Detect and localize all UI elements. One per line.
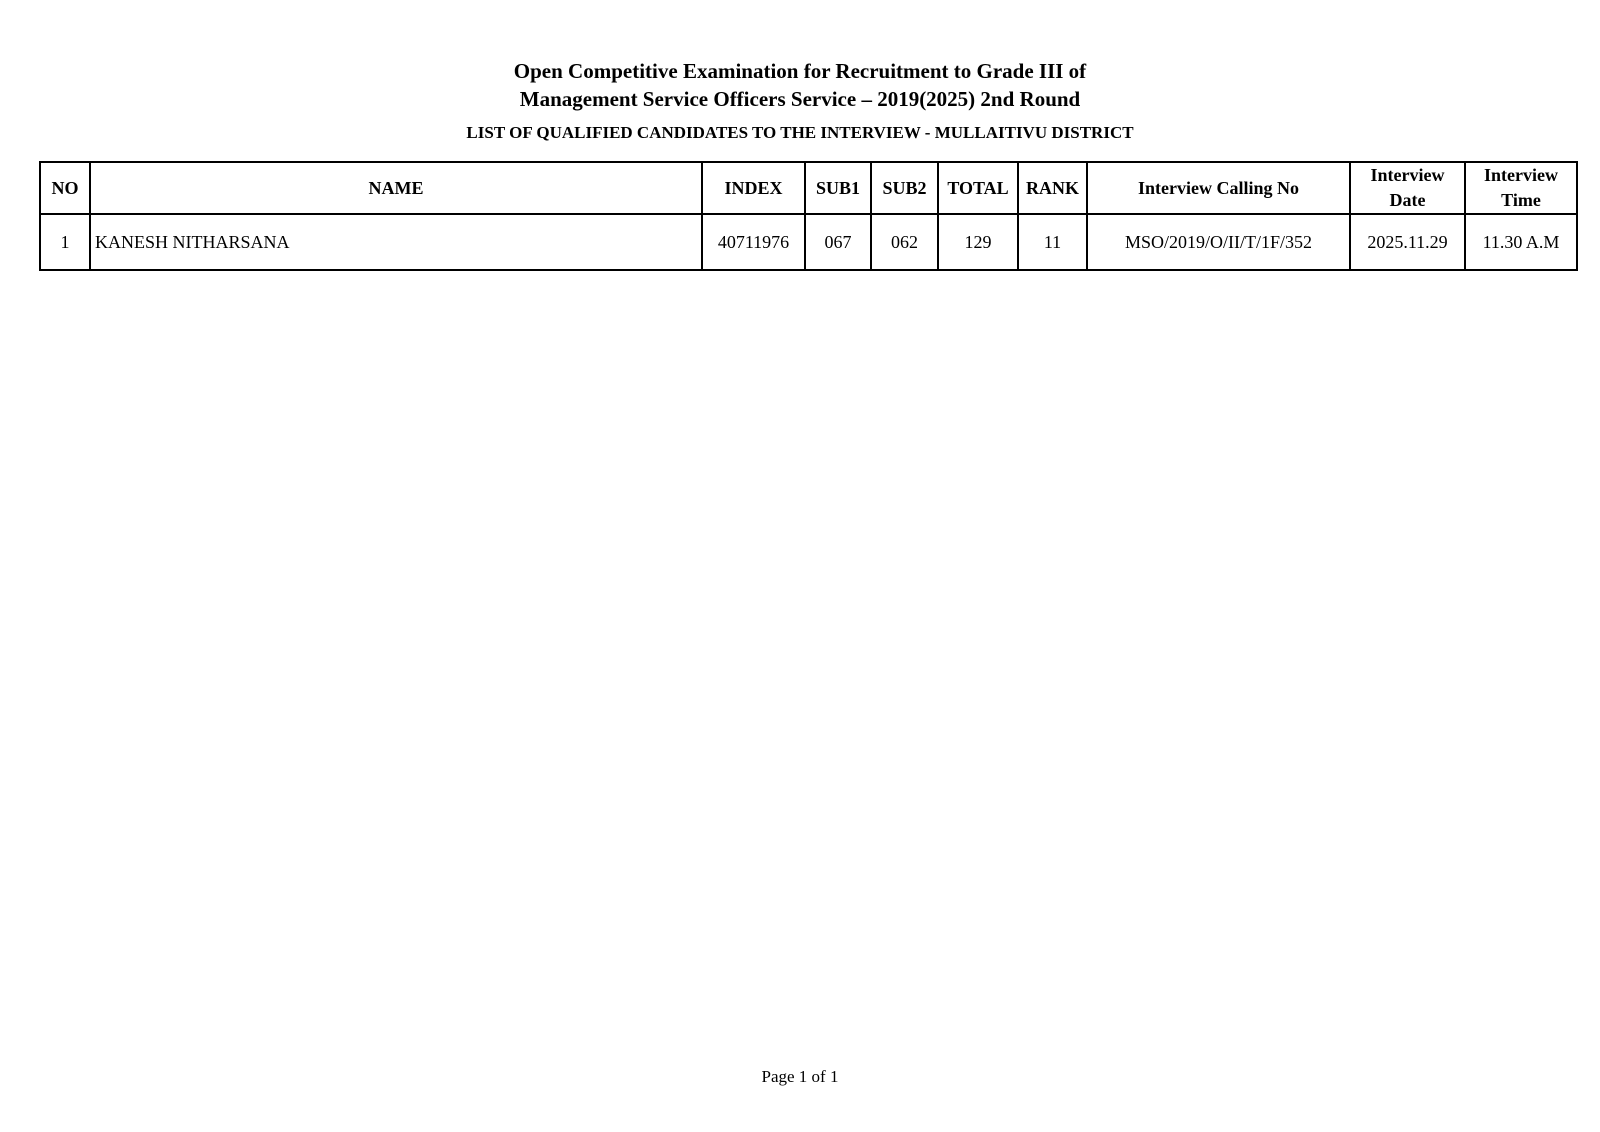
cell-total: 129	[938, 214, 1018, 270]
header-name: NAME	[90, 162, 702, 214]
candidates-table	[39, 161, 1578, 271]
cell-index: 40711976	[702, 214, 805, 270]
header-no: NO	[40, 162, 90, 214]
cell-sub2: 062	[871, 214, 938, 270]
cell-interview-date: 2025.11.29	[1350, 214, 1465, 270]
cell-interview-time: 11.30 A.M	[1465, 214, 1577, 270]
cell-rank: 11	[1018, 214, 1087, 270]
table-header	[40, 162, 1577, 214]
document-subtitle: LIST OF QUALIFIED CANDIDATES TO THE INTERVIEW - MULLAITIVU DISTRICT	[466, 123, 1134, 142]
header-sub1: SUB1	[805, 162, 871, 214]
header-sub2: SUB2	[871, 162, 938, 214]
cell-sub1: 067	[805, 214, 871, 270]
header-row	[40, 162, 1577, 214]
table-body	[40, 214, 1577, 270]
page-number: Page 1 of 1	[761, 1067, 839, 1086]
table-row	[40, 214, 1577, 270]
header-interview-time: Interview Time	[1465, 162, 1577, 214]
header-rank: RANK	[1018, 162, 1087, 214]
cell-name: KANESH NITHARSANA	[90, 214, 702, 270]
header-calling-no: Interview Calling No	[1087, 162, 1350, 214]
header-interview-date: Interview Date	[1350, 162, 1465, 214]
header-index: INDEX	[702, 162, 805, 214]
document-title-line-1: Open Competitive Examination for Recruitment to Grade III of	[513, 59, 1087, 83]
cell-no: 1	[40, 214, 90, 270]
cell-calling-no: MSO/2019/O/II/T/1F/352	[1087, 214, 1350, 270]
document-title-line-2: Management Service Officers Service – 2019(2025) 2nd Round	[519, 87, 1081, 111]
header-total: TOTAL	[938, 162, 1018, 214]
